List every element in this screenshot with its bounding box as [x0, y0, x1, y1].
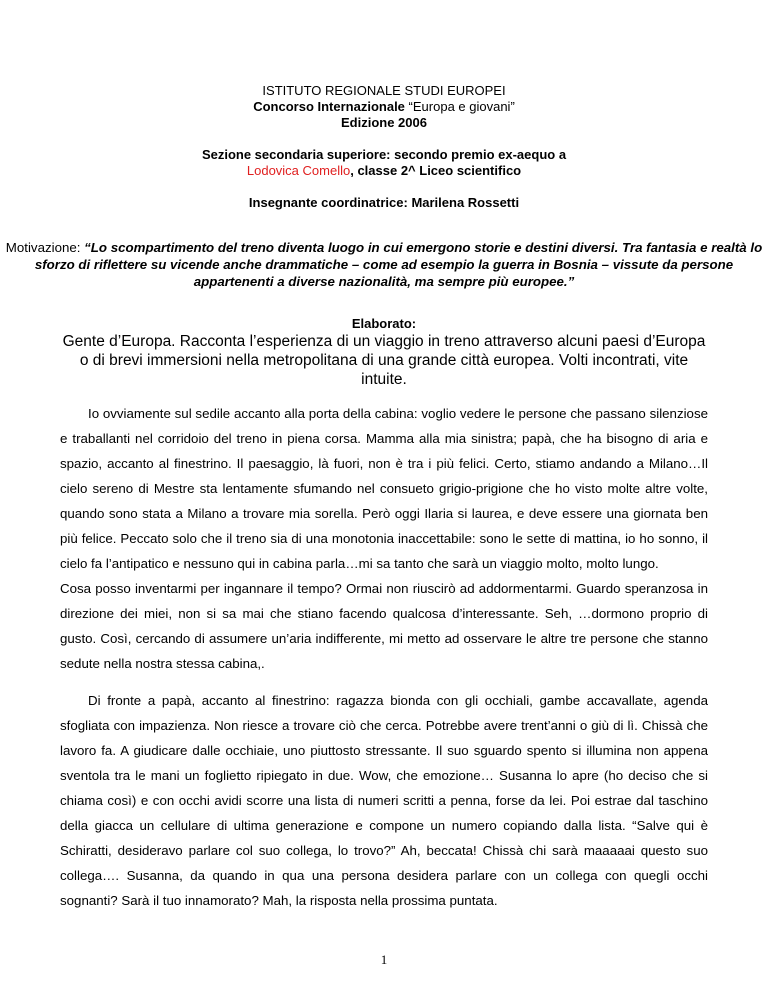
paragraph-2: Cosa posso inventarmi per ingannare il tempo? Ormai non riuscirò ad addormentarmi. Guardo speranzosa in direzione dei miei, non si sa mai che stiano facendo qualcosa d’interessante. Seh, …dormono proprio di gusto. Così, cercando di assumere un’aria indifferente, mi metto ad osservare le altre tre persone che stanno sedute nella nostra stessa cabina,.	[60, 581, 708, 671]
edition: Edizione 2006	[341, 115, 427, 130]
winner-class: , classe 2^ Liceo scientifico	[350, 163, 522, 178]
winner-line	[0, 163, 768, 179]
elaborato-title: Gente d’Europa. Racconta l’esperienza di un viaggio in treno attraverso alcuni paesi d’Europa o di brevi immersioni nella metropolitana di una grande città europea. Volti incontrati, vite intuite.	[62, 333, 706, 388]
paragraph-3: Di fronte a papà, accanto al finestrino: ragazza bionda con gli occhiali, gambe accavallate, agenda sfogliata con impazienza. Non riesce a trovare ciò che cerca. Potrebbe avere trent’anni o giù di lì. Chissà che lavoro fa. A giudicare dalle occhiaie, uno piuttosto stressante. Il suo sguardo spento si illumina non appena sventola tra le mani un foglietto ripiegato in due. Wow, che emozione… Susanna lo apre (ho deciso che si chiama così) e con occhi avidi scorre una lista di numeri scritti a penna, forse da lei. Poi estrae dal taschino della giacca un cellulare di ultima generazione e compone un numero copiando dalla lista. “Salve qui è Schiratti, desideravo parlare col suo collega, lo trovo?” Ah, beccata! Chissà chi sarà maaaaai questo suo collega…. Susanna, da quando in qua una persona desidera parlare con un collega con quegli occhi sognanti? Sarà il tuo innamorato? Mah, la risposta nella prossima puntata.	[60, 693, 708, 908]
contest-name: “Europa e giovani”	[408, 99, 515, 114]
institute-title: ISTITUTO REGIONALE STUDI EUROPEI	[262, 83, 506, 98]
motivation	[0, 239, 768, 290]
motivation-text: “Lo scompartimento del treno diventa luogo in cui emergono storie e destini diversi. Tra fantasia e realtà lo sforzo di riflettere su vicende anche drammatiche – come ad esempio la guerra in Bosnia – vissute da persone appartenenti a diverse nazionalità, ma sempre più europee.”	[34, 240, 763, 289]
elaborato-label: Elaborato:	[351, 316, 417, 331]
contest-label: Concorso Internazionale	[253, 99, 405, 114]
section-line: Sezione secondaria superiore: secondo premio ex-aequo a	[201, 147, 567, 162]
page-number: 1	[380, 952, 388, 967]
winner-name: Lodovica Comello	[246, 163, 351, 178]
teacher-line: Insegnante coordinatrice: Marilena Rossetti	[248, 195, 520, 210]
motivation-label: Motivazione:	[5, 240, 85, 255]
contest-line	[0, 99, 768, 115]
paragraph-1: Io ovviamente sul sedile accanto alla porta della cabina: voglio vedere le persone che passano silenziose e traballanti nel corridoio del treno in piena corsa. Mamma alla mia sinistra; papà, che ha bisogno di aria e spazio, accanto al finestrino. Il paesaggio, là fuori, non è tra i più felici. Certo, stiamo andando a Milano…Il cielo sereno di Mestre sta lentamente sfumando nel consueto grigio-prigione che ho visto molte altre volte, quando sono stata a Milano a trovare mia sorella. Però oggi Ilaria si laurea, e deve essere una giornata ben più felice. Peccato solo che il treno sia di una monotonia inaccettabile: sono le sette di mattina, io ho sonno, il cielo fa l’antipatico e nessuno qui in cabina parla…mi sa tanto che sarà un viaggio molto, molto lungo.	[60, 406, 708, 571]
